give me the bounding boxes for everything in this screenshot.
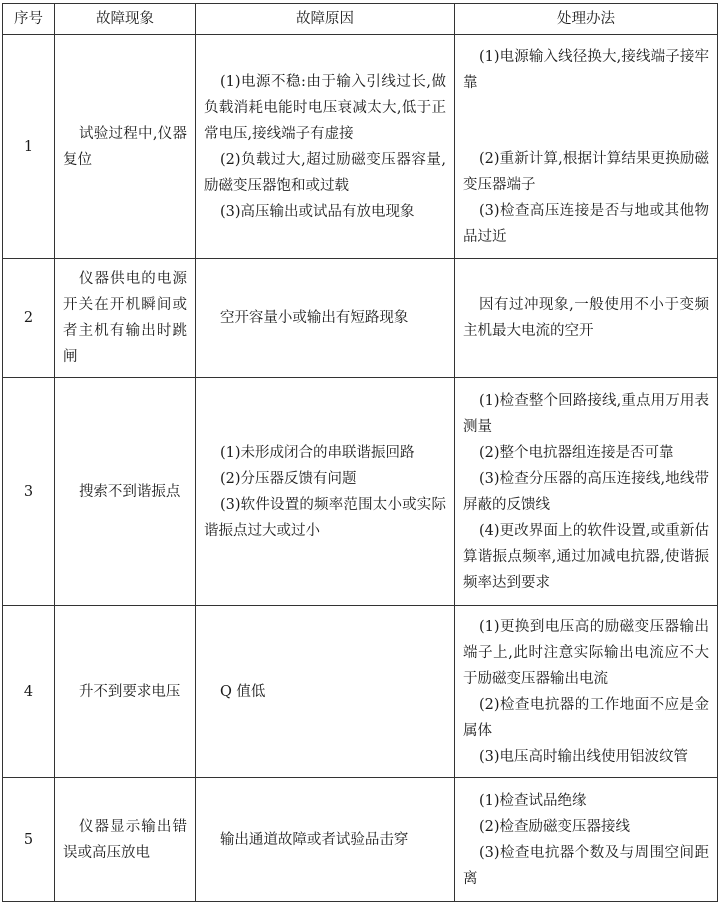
solution-item: (3)检查分压器的高压连接线,地线带屏蔽的反馈线: [463, 470, 709, 513]
fault-troubleshooting-table: [2, 3, 718, 902]
symptom-text: 搜索不到谐振点: [78, 483, 181, 500]
solution-cell: [455, 778, 718, 902]
cause-cell: [196, 778, 455, 902]
symptom-cell: [55, 778, 196, 902]
table-row: [3, 35, 718, 259]
symptom-cell: [55, 35, 196, 259]
row-number: 3: [3, 378, 55, 606]
solution-cell: [455, 259, 718, 378]
table-row: [3, 259, 718, 378]
table-row: [3, 606, 718, 778]
symptom-cell: [55, 378, 196, 606]
solution-item: (2)检查电抗器的工作地面不应是金属体: [463, 696, 709, 739]
cause-item: (1)未形成闭合的串联谐振回路: [219, 444, 415, 461]
solution-cell: [455, 606, 718, 778]
symptom-text: 升不到要求电压: [78, 683, 181, 700]
header-solution: 处理办法: [455, 4, 718, 35]
cause-cell: [196, 606, 455, 778]
solution-item: (3)检查电抗器个数及与周围空间距离: [463, 844, 709, 887]
solution-cell: [455, 35, 718, 259]
table-row: [3, 778, 718, 902]
table-header-row: [3, 4, 718, 35]
row-number: 5: [3, 778, 55, 902]
solution-item: (2)整个电抗器组连接是否可靠: [478, 444, 674, 461]
cause-cell: [196, 259, 455, 378]
symptom-text: 仪器供电的电源开关在开机瞬间或者主机有输出时跳闸: [63, 271, 187, 365]
solution-item: (2)重新计算,根据计算结果更换励磁变压器端子: [463, 150, 709, 193]
row-number: 4: [3, 606, 55, 778]
table-row: [3, 378, 718, 606]
symptom-text: 试验过程中,仪器复位: [63, 125, 187, 168]
solution-item: (3)检查高压连接是否与地或其他物品过近: [463, 202, 709, 245]
spacer: [463, 96, 709, 146]
cause-item: (3)软件设置的频率范围太小或实际谐振点过大或过小: [204, 496, 446, 539]
solution-item: 因有过冲现象,一般使用不小于变频主机最大电流的空开: [463, 297, 709, 339]
symptom-text: 仪器显示输出错误或高压放电: [63, 818, 187, 861]
cause-item: Q 值低: [219, 683, 266, 700]
symptom-cell: [55, 606, 196, 778]
solution-cell: [455, 378, 718, 606]
solution-item: (1)电源输入线径换大,接线端子接牢靠: [463, 48, 709, 91]
cause-item: 空开容量小或输出有短路现象: [219, 310, 409, 326]
header-no: 序号: [3, 4, 55, 35]
solution-item: (1)检查整个回路接线,重点用万用表测量: [463, 392, 709, 435]
cause-item: (2)分压器反馈有问题: [219, 470, 357, 487]
solution-item: (3)电压高时输出线使用铝波纹管: [478, 748, 688, 765]
cause-cell: [196, 35, 455, 259]
row-number: 1: [3, 35, 55, 259]
solution-item: (1)更换到电压高的励磁变压器输出端子上,此时注意实际输出电流应不大于励磁变压器输出电流: [463, 618, 709, 687]
solution-item: (1)检查试品绝缘: [478, 792, 587, 809]
cause-item: (3)高压输出或试品有放电现象: [219, 203, 415, 220]
solution-item: (2)检查励磁变压器接线: [478, 818, 630, 835]
cause-item: (2)负载过大,超过励磁变压器容量,励磁变压器饱和或过载: [204, 151, 446, 194]
symptom-cell: [55, 259, 196, 378]
header-symptom: 故障现象: [55, 4, 196, 35]
row-number: 2: [3, 259, 55, 378]
cause-item: 输出通道故障或者试验品击穿: [219, 831, 409, 848]
cause-cell: [196, 378, 455, 606]
header-cause: 故障原因: [196, 4, 455, 35]
solution-item: (4)更改界面上的软件设置,或重新估算谐振点频率,通过加减电抗器,使谐振频率达到要求: [463, 522, 709, 591]
cause-item: (1)电源不稳:由于输入引线过长,做负载消耗电能时电压衰减太大,低于正常电压,接线端子有虚接: [204, 73, 446, 142]
